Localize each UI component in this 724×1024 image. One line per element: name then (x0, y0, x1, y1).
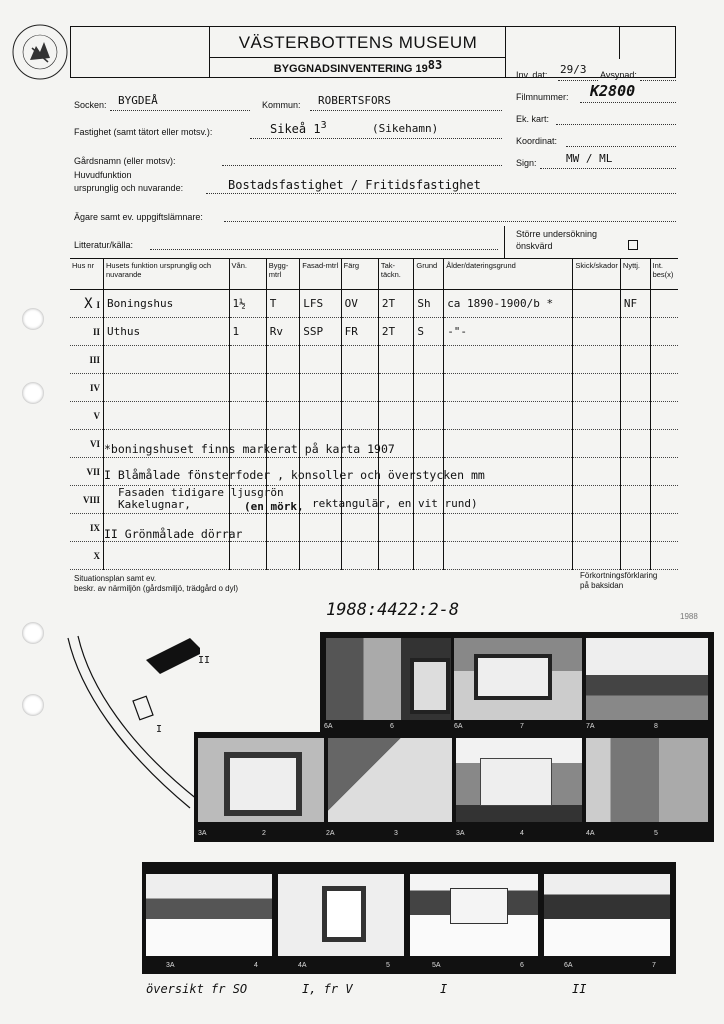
cell-grund (414, 430, 444, 458)
cell-skick (573, 542, 621, 570)
cell-grund: Sh (414, 290, 444, 318)
frame-number: 6 (520, 962, 524, 969)
cell-tak: 2T (378, 318, 414, 346)
col-fasadmtrl: Fasad-mtrl (300, 259, 341, 290)
cell-van (229, 374, 266, 402)
frame-number: 6A (564, 962, 573, 969)
cell-funktion: Uthus (104, 318, 230, 346)
form-title: BYGGNADSINVENTERING 1983 (273, 58, 443, 75)
photo-outbuilding (586, 638, 708, 720)
cell-farg: FR (341, 318, 378, 346)
cell-bygg (266, 374, 300, 402)
cell-van (229, 346, 266, 374)
note-viii-b: Kakelugnar, (118, 498, 191, 511)
funktion-value: Bostadsfastighet / Fritidsfastighet (228, 178, 481, 192)
cell-int (650, 402, 678, 430)
col-taktackn: Tak-täckn. (378, 259, 414, 290)
photo-outbuilding-snow (544, 874, 670, 956)
table-row (70, 318, 678, 346)
row-number-label: IV (90, 382, 101, 393)
cell-skick (573, 346, 621, 374)
fastighet-value: Sikeå $1^3$ (270, 120, 327, 136)
row-number (70, 318, 104, 346)
col-grund: Grund (414, 259, 444, 290)
cell-funktion: Boningshus (104, 290, 230, 318)
row-number (70, 542, 104, 570)
frame-number: 4 (254, 962, 258, 969)
kommun-label: Kommun: (262, 100, 301, 110)
cell-int (650, 346, 678, 374)
cell-int (650, 514, 678, 542)
cell-bygg: T (266, 290, 300, 318)
cell-skick (573, 514, 621, 542)
site-sketch (60, 630, 200, 820)
col-skick: Skick/skador (573, 259, 621, 290)
row-number (70, 346, 104, 374)
cell-int (650, 542, 678, 570)
photo-house-snow (410, 874, 538, 956)
cell-alder: -"- (444, 318, 573, 346)
cell-van: 1½ (229, 290, 266, 318)
cell-grund (414, 346, 444, 374)
cell-nyttj (620, 318, 650, 346)
cell-fasad: SSP (300, 318, 341, 346)
film-strip-1 (320, 632, 714, 732)
row-number (70, 458, 104, 486)
frame-number: 2A (326, 830, 335, 837)
film-strip-3 (142, 862, 676, 974)
cell-int (650, 374, 678, 402)
frame-number: 6A (324, 723, 333, 730)
kommun-value: ROBERTSFORS (318, 94, 391, 107)
cell-tak (378, 346, 414, 374)
inv-dat-label: Inv. dat: (516, 70, 548, 80)
row-number-label: X (93, 550, 101, 561)
col-farg: Färg (341, 259, 378, 290)
col-int: Int. bes(x) (650, 259, 678, 290)
cell-nyttj (620, 514, 650, 542)
storre-checkbox[interactable] (628, 240, 638, 250)
cell-skick (573, 402, 621, 430)
cell-nyttj (620, 430, 650, 458)
row-number-label: VIII (83, 494, 101, 505)
frame-number: 7 (652, 962, 656, 969)
frame-number: 6A (454, 723, 463, 730)
binder-hole (22, 382, 44, 404)
frame-number: 3 (394, 830, 398, 837)
col-hus-nr: Hus nr (70, 259, 104, 290)
socken-value: BYGDEÅ (118, 94, 158, 107)
cell-alder (444, 542, 573, 570)
cell-int (650, 290, 678, 318)
cell-int (650, 486, 678, 514)
frame-number: 5A (432, 962, 441, 969)
photo-window-frame (454, 638, 582, 720)
cell-fasad (300, 346, 341, 374)
sketch-label-ii: II (198, 655, 211, 666)
cell-fasad (300, 542, 341, 570)
cell-alder: ca 1890-1900/b * (444, 290, 573, 318)
cell-tak (378, 514, 414, 542)
cell-van: 1 (229, 318, 266, 346)
sign-value: MW / ML (566, 152, 613, 165)
col-funktion: Husets funktion ursprunglig och nuvarande (104, 259, 230, 290)
binder-hole (22, 622, 44, 644)
row-mark: X (84, 295, 93, 312)
litteratur-label: Litteratur/källa: (74, 240, 134, 250)
cell-farg (341, 374, 378, 402)
situation-label-2: beskr. av närmiljön (gårdsmiljö, trädgård o dyl) (74, 584, 239, 593)
row-number (70, 430, 104, 458)
note-ix: II Grönmålade dörrar (104, 527, 243, 541)
row-number-label: V (93, 410, 101, 421)
filmnummer-label: Filmnummer: (516, 92, 569, 102)
row-number-label: II (93, 326, 101, 337)
note-vii: I Blåmålade fönsterfoder , konsoller och överstycken mm (104, 468, 485, 482)
fastighet-note: (Sikehamn) (372, 122, 439, 135)
row-number (70, 290, 104, 318)
cell-nyttj (620, 542, 650, 570)
cell-van (229, 402, 266, 430)
funktion-label-2: ursprunglig och nuvarande: (74, 183, 184, 193)
frame-number: 4A (586, 830, 595, 837)
cell-van (229, 542, 266, 570)
binder-hole (22, 308, 44, 330)
cell-fasad: LFS (300, 290, 341, 318)
cell-skick (573, 430, 621, 458)
building-table (70, 258, 678, 570)
photo-eave-detail (328, 738, 452, 822)
table-row (70, 346, 678, 374)
cell-bygg (266, 514, 300, 542)
socken-label: Socken: (74, 100, 107, 110)
cell-nyttj: NF (620, 290, 650, 318)
cell-farg (341, 402, 378, 430)
gardsnamn-label: Gårdsnamn (eller motsv): (74, 156, 176, 166)
row-number-label: III (89, 354, 101, 365)
row-number (70, 402, 104, 430)
corner-number: 1988 (680, 612, 698, 621)
cell-int (650, 458, 678, 486)
photo-window-snow (278, 874, 404, 956)
cell-farg: OV (341, 290, 378, 318)
cell-tak: 2T (378, 290, 414, 318)
table-row (70, 402, 678, 430)
cell-grund (414, 402, 444, 430)
cell-alder (444, 514, 573, 542)
frame-number: 5 (386, 962, 390, 969)
note-viii-d: rektangulär, en vit rund) (312, 497, 478, 510)
forkortning-label-2: på baksidan (580, 581, 624, 590)
cell-funktion (104, 542, 230, 570)
row-number-label: I (96, 299, 101, 310)
fastighet-label: Fastighet (samt tätort eller motsv.): (74, 127, 213, 137)
frame-number: 7A (586, 723, 595, 730)
cell-skick (573, 290, 621, 318)
museum-logo (10, 22, 70, 82)
funktion-label-1: Huvudfunktion (74, 170, 132, 180)
cell-alder (444, 402, 573, 430)
table-row (70, 290, 678, 318)
storre-label-2: önskvärd (516, 241, 553, 251)
koordinat-label: Koordinat: (516, 136, 558, 146)
cell-funktion (104, 346, 230, 374)
photo-window-facade (198, 738, 324, 822)
cell-alder (444, 374, 573, 402)
binder-hole (22, 694, 44, 716)
cell-skick (573, 458, 621, 486)
cell-tak (378, 374, 414, 402)
col-byggmtrl: Bygg-mtrl (266, 259, 300, 290)
frame-number: 4 (520, 830, 524, 837)
cell-funktion (104, 402, 230, 430)
form-year: 83 (427, 58, 443, 72)
cell-skick (573, 486, 621, 514)
cell-alder (444, 346, 573, 374)
storre-label-1: Större undersökning (516, 229, 598, 239)
sketch-label-i: I (156, 724, 163, 735)
col-alder: Ålder/dateringsgrund (444, 259, 573, 290)
ek-kart-label: Ek. kart: (516, 114, 550, 124)
cell-tak (378, 542, 414, 570)
cell-grund: S (414, 318, 444, 346)
photo-main-house (456, 738, 582, 822)
frame-number: 7 (520, 723, 524, 730)
frame-number: 6 (390, 723, 394, 730)
cell-nyttj (620, 402, 650, 430)
cell-bygg (266, 542, 300, 570)
cell-nyttj (620, 486, 650, 514)
photo-porch (586, 738, 708, 822)
photo-overview-snow (146, 874, 272, 956)
cell-bygg (266, 346, 300, 374)
cell-nyttj (620, 346, 650, 374)
cell-farg (341, 346, 378, 374)
caption-house-west: I, fr V (302, 982, 353, 996)
frame-number: 5 (654, 830, 658, 837)
caption-house: I (440, 982, 448, 996)
col-nyttj: Nyttj. (620, 259, 650, 290)
situation-label-1: Situationsplan samt ev. (74, 574, 157, 583)
cell-int (650, 318, 678, 346)
film-strip-2 (194, 732, 714, 842)
frame-number: 3A (166, 962, 175, 969)
cell-fasad (300, 402, 341, 430)
avsynad-label: Avsynad: (600, 70, 637, 80)
cell-int (650, 430, 678, 458)
cell-skick (573, 318, 621, 346)
caption-overview: översikt fr SO (146, 982, 248, 996)
row-number-label: VI (90, 438, 101, 449)
note-vi: *boningshuset finns markerat på karta 1907 (104, 442, 395, 456)
cell-fasad (300, 514, 341, 542)
frame-number: 2 (262, 830, 266, 837)
frame-number: 3A (456, 830, 465, 837)
cell-farg (341, 542, 378, 570)
caption-outbuilding: II (572, 982, 587, 996)
note-viii-a: Fasaden tidigare ljusgrön (118, 486, 284, 499)
inv-dat-value: 29/3 (560, 63, 587, 76)
cell-farg (341, 514, 378, 542)
sign-label: Sign: (516, 158, 537, 168)
table-row (70, 542, 678, 570)
archive-number: 1988:4422:2-8 (326, 600, 460, 620)
forkortning-label-1: Förkortningsförklaring (580, 571, 658, 580)
cell-alder (444, 430, 573, 458)
row-number (70, 374, 104, 402)
note-viii-c: (en mörk, (244, 500, 304, 513)
cell-fasad (300, 374, 341, 402)
cell-nyttj (620, 458, 650, 486)
frame-number: 8 (654, 723, 658, 730)
row-number-label: IX (90, 522, 101, 533)
row-number (70, 486, 104, 514)
row-number (70, 514, 104, 542)
cell-grund (414, 542, 444, 570)
cell-grund (414, 374, 444, 402)
cell-nyttj (620, 374, 650, 402)
agare-label: Ägare samt ev. uppgiftslämnare: (74, 212, 203, 222)
col-van: Vån. (229, 259, 266, 290)
cell-funktion (104, 374, 230, 402)
table-row (70, 374, 678, 402)
filmnummer-value: K2800 (590, 82, 636, 100)
museum-title: VÄSTERBOTTENS MUSEUM (238, 33, 478, 52)
cell-bygg: Rv (266, 318, 300, 346)
photo-window-detail (326, 638, 451, 720)
row-number-label: VII (86, 466, 101, 477)
cell-bygg (266, 402, 300, 430)
cell-skick (573, 374, 621, 402)
cell-tak (378, 402, 414, 430)
frame-number: 4A (298, 962, 307, 969)
frame-number: 3A (198, 830, 207, 837)
cell-grund (414, 514, 444, 542)
